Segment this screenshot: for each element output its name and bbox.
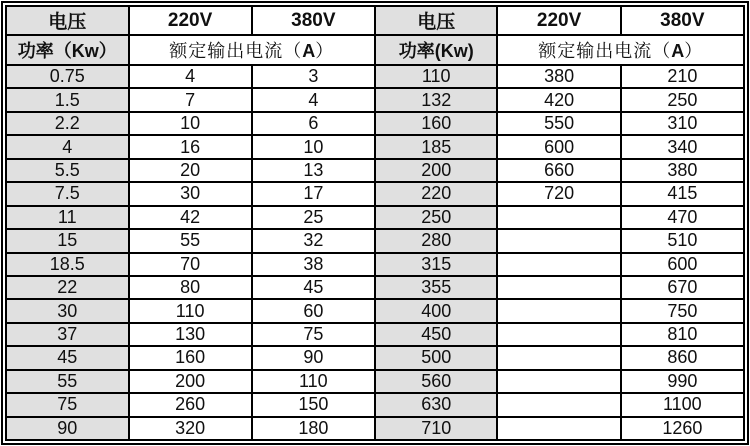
current-cell: 380 — [497, 65, 620, 88]
table-row — [6, 206, 744, 229]
current-cell: 750 — [621, 299, 744, 322]
table-row — [6, 276, 744, 299]
current-cell — [497, 417, 620, 440]
current-cell: 260 — [129, 393, 252, 416]
table-row — [6, 370, 744, 393]
power-cell: 30 — [6, 299, 129, 322]
table-row — [6, 346, 744, 369]
current-cell: 4 — [252, 88, 375, 111]
power-cell: 37 — [6, 323, 129, 346]
current-cell: 7 — [129, 88, 252, 111]
power-cell: 200 — [375, 159, 498, 182]
current-cell: 180 — [252, 417, 375, 440]
current-cell: 75 — [252, 323, 375, 346]
current-cell: 470 — [621, 206, 744, 229]
table-row — [6, 417, 744, 440]
rated-current-unit: A — [302, 41, 316, 61]
power-cell: 22 — [6, 276, 129, 299]
table-row — [6, 159, 744, 182]
current-cell — [497, 206, 620, 229]
current-cell: 510 — [621, 229, 744, 252]
power-cell: 315 — [375, 253, 498, 276]
current-cell: 45 — [252, 276, 375, 299]
current-cell: 1100 — [621, 393, 744, 416]
current-cell: 10 — [252, 135, 375, 158]
table-row — [6, 323, 744, 346]
header-row-voltage — [6, 6, 744, 35]
power-cell: 4 — [6, 135, 129, 158]
current-cell — [497, 393, 620, 416]
v220-header-left: 220V — [129, 6, 252, 35]
current-cell: 860 — [621, 346, 744, 369]
current-cell: 210 — [621, 65, 744, 88]
rated-current-text: ） — [684, 41, 704, 61]
table-row — [6, 88, 744, 111]
power-cell: 18.5 — [6, 253, 129, 276]
table-row — [6, 299, 744, 322]
voltage-header-right: 电压 — [375, 6, 498, 35]
power-cell: 45 — [6, 346, 129, 369]
current-cell: 110 — [252, 370, 375, 393]
current-cell: 60 — [252, 299, 375, 322]
current-cell: 380 — [621, 159, 744, 182]
table-body — [6, 65, 744, 440]
current-cell: 340 — [621, 135, 744, 158]
voltage-header-left: 电压 — [6, 6, 129, 35]
rated-current-header-left — [129, 35, 375, 65]
current-cell: 38 — [252, 253, 375, 276]
current-cell: 25 — [252, 206, 375, 229]
current-cell: 42 — [129, 206, 252, 229]
power-cell: 220 — [375, 182, 498, 205]
power-header-left: 功率（Kw） — [6, 35, 129, 65]
current-cell: 310 — [621, 112, 744, 135]
current-cell: 320 — [129, 417, 252, 440]
current-cell: 13 — [252, 159, 375, 182]
current-cell: 670 — [621, 276, 744, 299]
power-cell: 55 — [6, 370, 129, 393]
current-cell: 200 — [129, 370, 252, 393]
current-cell: 110 — [129, 299, 252, 322]
current-cell: 30 — [129, 182, 252, 205]
power-cell: 185 — [375, 135, 498, 158]
current-cell: 130 — [129, 323, 252, 346]
power-cell: 90 — [6, 417, 129, 440]
power-cell: 250 — [375, 206, 498, 229]
power-cell: 11 — [6, 206, 129, 229]
table-row — [6, 65, 744, 88]
current-cell: 4 — [129, 65, 252, 88]
current-cell: 150 — [252, 393, 375, 416]
v380-header-right: 380V — [621, 6, 744, 35]
power-cell: 500 — [375, 346, 498, 369]
table-row — [6, 112, 744, 135]
power-cell: 355 — [375, 276, 498, 299]
current-cell — [497, 346, 620, 369]
current-cell — [497, 253, 620, 276]
current-cell: 90 — [252, 346, 375, 369]
power-cell: 7.5 — [6, 182, 129, 205]
power-cell: 2.2 — [6, 112, 129, 135]
current-cell: 415 — [621, 182, 744, 205]
current-cell: 550 — [497, 112, 620, 135]
table-row — [6, 253, 744, 276]
current-cell: 32 — [252, 229, 375, 252]
table-header — [6, 6, 744, 65]
table-row — [6, 135, 744, 158]
current-cell: 55 — [129, 229, 252, 252]
rated-current-text: ） — [315, 41, 335, 61]
power-cell: 0.75 — [6, 65, 129, 88]
header-row-power — [6, 35, 744, 65]
current-cell: 70 — [129, 253, 252, 276]
current-cell — [497, 229, 620, 252]
power-current-table — [5, 5, 745, 441]
rated-current-header-right — [497, 35, 744, 65]
current-cell: 990 — [621, 370, 744, 393]
current-cell: 810 — [621, 323, 744, 346]
table-frame — [1, 1, 749, 445]
table-row — [6, 229, 744, 252]
power-cell: 630 — [375, 393, 498, 416]
power-cell: 5.5 — [6, 159, 129, 182]
current-cell: 600 — [497, 135, 620, 158]
current-cell: 3 — [252, 65, 375, 88]
current-cell: 20 — [129, 159, 252, 182]
current-cell — [497, 370, 620, 393]
current-cell: 17 — [252, 182, 375, 205]
power-cell: 132 — [375, 88, 498, 111]
current-cell: 600 — [621, 253, 744, 276]
v220-header-right: 220V — [497, 6, 620, 35]
power-cell: 110 — [375, 65, 498, 88]
power-cell: 1.5 — [6, 88, 129, 111]
power-header-right: 功率(Kw) — [375, 35, 498, 65]
current-cell: 720 — [497, 182, 620, 205]
power-cell: 280 — [375, 229, 498, 252]
current-cell: 1260 — [621, 417, 744, 440]
power-cell: 710 — [375, 417, 498, 440]
current-cell: 10 — [129, 112, 252, 135]
power-cell: 400 — [375, 299, 498, 322]
rated-current-unit: A — [671, 41, 685, 61]
v380-header-left: 380V — [252, 6, 375, 35]
power-cell: 450 — [375, 323, 498, 346]
current-cell — [497, 323, 620, 346]
rated-current-text: 额定输出电流（ — [169, 41, 303, 61]
power-cell: 160 — [375, 112, 498, 135]
power-cell: 15 — [6, 229, 129, 252]
power-cell: 75 — [6, 393, 129, 416]
current-cell: 660 — [497, 159, 620, 182]
rated-current-text: 额定输出电流（ — [538, 41, 672, 61]
current-cell — [497, 299, 620, 322]
current-cell: 160 — [129, 346, 252, 369]
current-cell: 16 — [129, 135, 252, 158]
table-row — [6, 182, 744, 205]
current-cell: 80 — [129, 276, 252, 299]
power-cell: 560 — [375, 370, 498, 393]
current-cell: 250 — [621, 88, 744, 111]
table-row — [6, 393, 744, 416]
current-cell: 6 — [252, 112, 375, 135]
current-cell — [497, 276, 620, 299]
current-cell: 420 — [497, 88, 620, 111]
